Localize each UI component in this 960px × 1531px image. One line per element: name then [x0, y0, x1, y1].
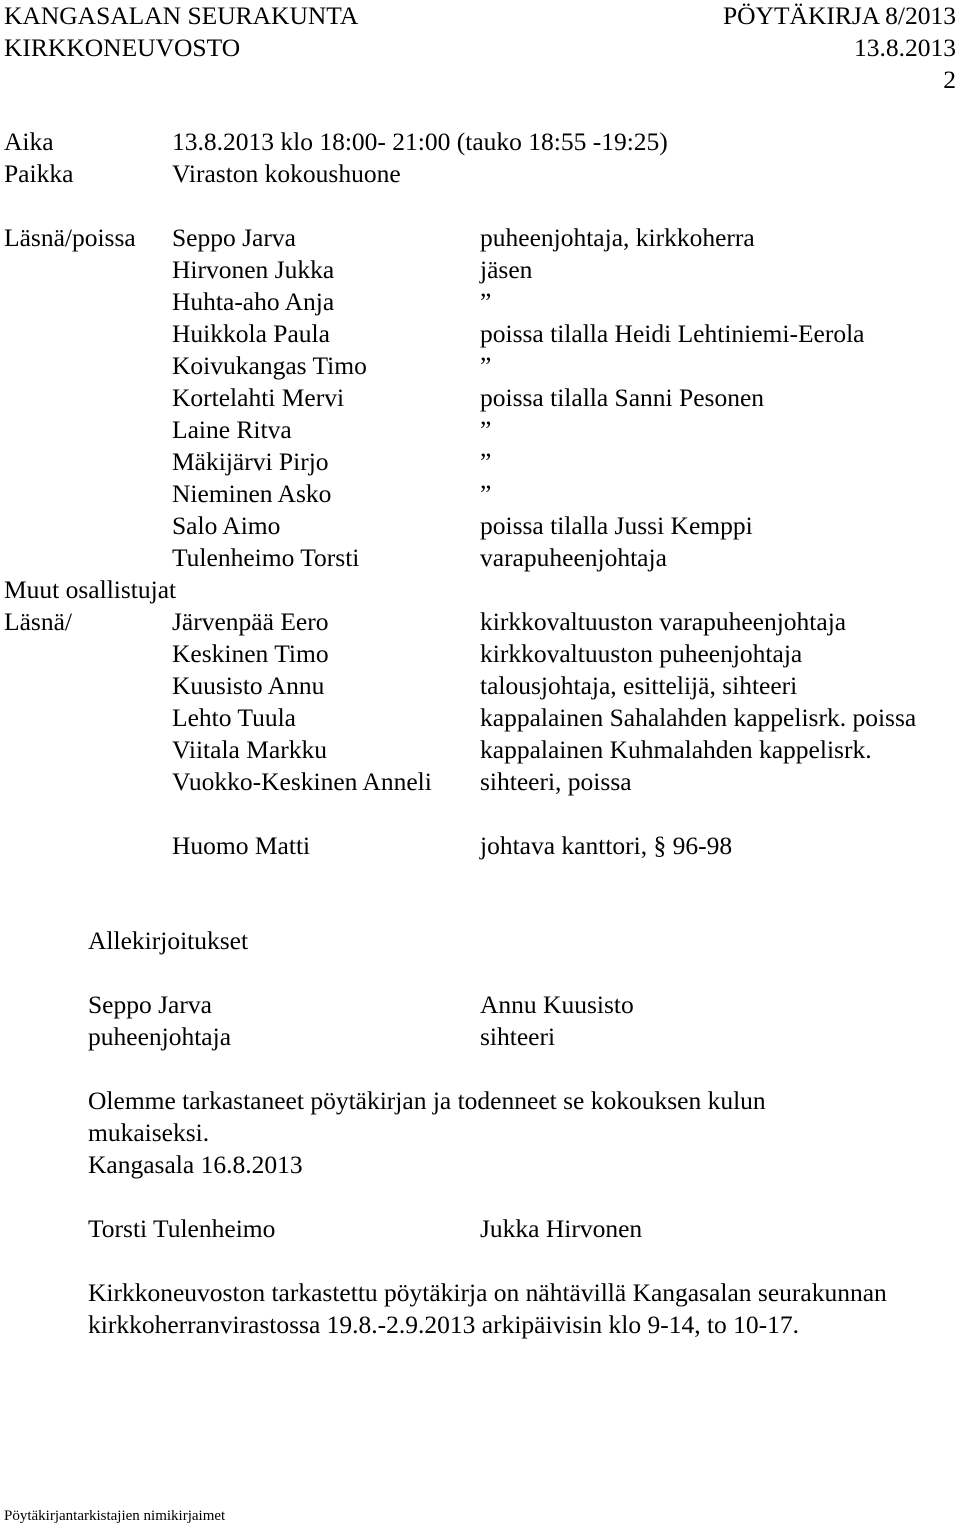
time-value: 13.8.2013 klo 18:00- 21:00 (tauko 18:55 -19:25) [172, 127, 668, 156]
document-number: PÖYTÄKIRJA 8/2013 [722, 1, 956, 30]
participant-name: Kuusisto Annu [172, 671, 325, 700]
member-role: ” [480, 287, 492, 316]
signer-name: Annu Kuusisto [480, 990, 634, 1019]
other-participants-label: Läsnä/ [4, 607, 72, 636]
member-name: Mäkijärvi Pirjo [172, 447, 329, 476]
participant-role: kirkkovaltuuston varapuheenjohtaja [480, 607, 847, 636]
notice-line: Kirkkoneuvoston tarkastettu pöytäkirja on nähtävillä Kangasalan seurakunnan [88, 1278, 887, 1307]
member-role: poissa tilalla Jussi Kemppi [480, 511, 753, 540]
reviewer-name: Jukka Hirvonen [480, 1214, 643, 1243]
signatures-heading: Allekirjoitukset [88, 926, 249, 955]
participant-role: talousjohtaja, esittelijä, sihteeri [480, 671, 798, 700]
member-name: Seppo Jarva [172, 223, 296, 252]
review-statement-line: Olemme tarkastaneet pöytäkirjan ja todenneet se kokouksen kulun [88, 1086, 766, 1115]
member-role: poissa tilalla Sanni Pesonen [480, 383, 765, 412]
member-name: Huikkola Paula [172, 319, 330, 348]
member-name: Koivukangas Timo [172, 351, 367, 380]
participant-role: johtava kanttori, § 96-98 [480, 831, 733, 860]
notice-line: kirkkoherranvirastossa 19.8.-2.9.2013 arkipäivisin klo 9-14, to 10-17. [88, 1310, 800, 1339]
member-role: poissa tilalla Heidi Lehtiniemi-Eerola [480, 319, 865, 348]
other-participants-heading: Muut osallistujat [4, 575, 177, 604]
participant-name: Lehto Tuula [172, 703, 296, 732]
place-value: Viraston kokoushuone [172, 159, 401, 188]
member-role: ” [480, 415, 492, 444]
member-name: Hirvonen Jukka [172, 255, 335, 284]
participant-role: kirkkovaltuuston puheenjohtaja [480, 639, 803, 668]
review-place-date: Kangasala 16.8.2013 [88, 1150, 303, 1179]
participant-role: kappalainen Sahalahden kappelisrk. poissa [480, 703, 917, 732]
member-role: varapuheenjohtaja [480, 543, 667, 572]
member-role: jäsen [480, 255, 533, 284]
footer-initials-label: Pöytäkirjantarkistajien nimikirjaimet [4, 1508, 226, 1524]
member-role: ” [480, 479, 492, 508]
participant-role: sihteeri, poissa [480, 767, 632, 796]
member-name: Laine Ritva [172, 415, 292, 444]
reviewer-name: Torsti Tulenheimo [88, 1214, 276, 1243]
review-statement-line: mukaiseksi. [88, 1118, 210, 1147]
time-label: Aika [4, 127, 54, 156]
participant-role: kappalainen Kuhmalahden kappelisrk. [480, 735, 872, 764]
document-header [0, 0, 960, 96]
member-name: Kortelahti Mervi [172, 383, 345, 412]
member-name: Huhta-aho Anja [172, 287, 335, 316]
participant-name: Keskinen Timo [172, 639, 329, 668]
participant-name: Vuokko-Keskinen Anneli [172, 767, 432, 796]
member-role: puheenjohtaja, kirkkoherra [480, 223, 755, 252]
member-role: ” [480, 351, 492, 380]
signer-name: Seppo Jarva [88, 990, 212, 1019]
members-label: Läsnä/poissa [4, 223, 136, 252]
place-label: Paikka [4, 159, 74, 188]
participant-name: Huomo Matti [172, 831, 311, 860]
meeting-date: 13.8.2013 [854, 33, 956, 62]
participant-name: Järvenpää Eero [172, 607, 329, 636]
signer-title: puheenjohtaja [88, 1022, 232, 1051]
signer-title: sihteeri [480, 1022, 556, 1051]
member-name: Nieminen Asko [172, 479, 332, 508]
page-number: 2 [943, 65, 956, 94]
member-name: Salo Aimo [172, 511, 281, 540]
member-role: ” [480, 447, 492, 476]
organization-name: KANGASALAN SEURAKUNTA [4, 1, 359, 30]
governing-body: KIRKKONEUVOSTO [4, 33, 241, 62]
participant-name: Viitala Markku [172, 735, 327, 764]
member-name: Tulenheimo Torsti [172, 543, 360, 572]
